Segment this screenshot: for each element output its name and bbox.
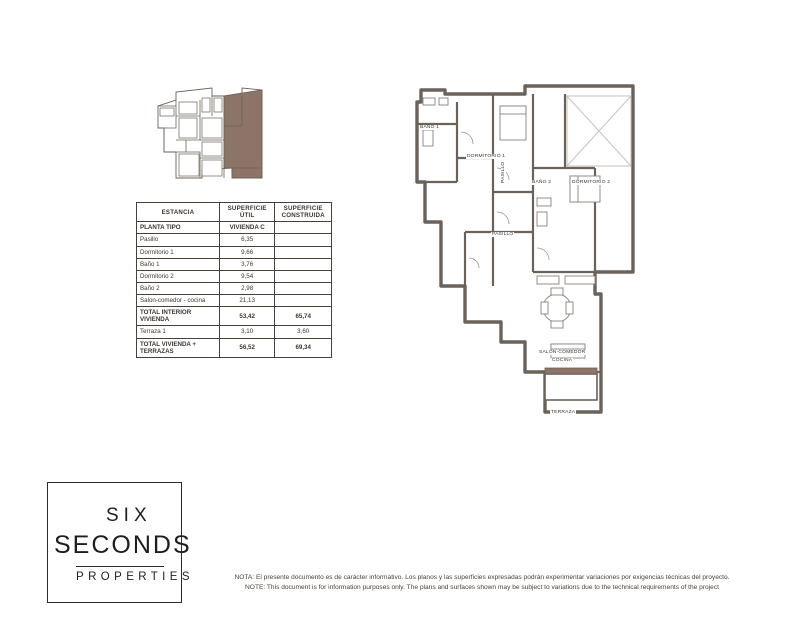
room-util: 9,66 [219, 246, 274, 258]
label-terraza: TERRAZA [551, 410, 576, 415]
table-header-row [137, 203, 332, 222]
col-util-line2: ÚTIL [239, 212, 255, 220]
main-floor-plan [405, 72, 675, 442]
table-row-total-interior [137, 307, 332, 326]
room-name: Salon-comedor - cocina [137, 295, 220, 307]
room-constr [275, 270, 332, 282]
table-row [137, 258, 332, 270]
room-util: 2,98 [219, 282, 274, 294]
label-cocina: COCINA [552, 358, 573, 363]
room-name: Dormitorio 1 [137, 246, 220, 258]
col-constr-line2: CONSTRUIDA [281, 212, 325, 220]
footer-note [202, 573, 762, 593]
room-name: Baño 1 [137, 258, 220, 270]
footer-note-es: NOTA: El presente documento es de carácter informativo. Los planos y las superficies expresadas podrán experimentar variaciones por exigencias técnicas del proyecto. [234, 574, 730, 581]
room-util: 3,76 [219, 258, 274, 270]
room-name: TOTAL INTERIOR VIVIENDA [137, 307, 220, 326]
key-plan-svg [146, 82, 276, 192]
room-util: 53,42 [219, 307, 274, 326]
label-bano2: BAÑO 2 [532, 180, 552, 185]
areas-table [136, 202, 332, 358]
room-constr [275, 258, 332, 270]
vivienda-label: VIVIENDA C [219, 222, 274, 234]
highlighted-unit [224, 90, 262, 178]
vivienda-label-empty [275, 222, 332, 234]
room-util: 56,52 [219, 338, 274, 357]
room-name: Dormitorio 2 [137, 270, 220, 282]
key-plan [146, 82, 276, 192]
label-pasillo: PASILLO [492, 232, 514, 237]
room-util: 9,54 [219, 270, 274, 282]
bedroom1-bed [500, 106, 526, 140]
table-row [137, 282, 332, 294]
label-bano1: BAÑO 1 [420, 125, 440, 130]
logo-box [47, 482, 194, 603]
room-name: Pasillo [137, 234, 220, 246]
planta-tipo-label: PLANTA TIPO [137, 222, 220, 234]
areas-table-wrapper [136, 202, 332, 358]
table-row [137, 234, 332, 246]
kitchen-counter [537, 276, 595, 284]
table-row-total-vivienda [137, 338, 332, 357]
table-row [137, 270, 332, 282]
room-name: Terraza 1 [137, 326, 220, 338]
room-constr [275, 234, 332, 246]
room-util: 21,13 [219, 295, 274, 307]
room-constr: 3,60 [275, 326, 332, 338]
room-constr: 65,74 [275, 307, 332, 326]
room-constr [275, 246, 332, 258]
logo-six: SIX [106, 505, 152, 526]
table-row [137, 295, 332, 307]
col-util-line1: SUPERFICIE [227, 205, 267, 212]
areas-table-body [137, 222, 332, 358]
table-row-planta-tipo [137, 222, 332, 234]
table-row [137, 326, 332, 338]
terrace-marker [545, 368, 597, 374]
room-util: 3,10 [219, 326, 274, 338]
room-name: Baño 2 [137, 282, 220, 294]
footer-note-en: NOTE: This document is for information purposes only. The plans and surfaces shown may be subject to variations due to the technical requirements of the project [245, 584, 719, 592]
logo-seconds: SECONDS [54, 531, 192, 559]
label-dormitorio2: DORMITORIO 2 [572, 180, 611, 185]
table-row [137, 246, 332, 258]
room-constr: 69,34 [275, 338, 332, 357]
terrace-area [545, 374, 597, 400]
room-constr [275, 295, 332, 307]
col-superficie-util [219, 203, 274, 222]
label-salon-comedor: SALON-COMEDOR [539, 350, 586, 355]
col-estancia: ESTANCIA [137, 203, 220, 222]
label-dormitorio1: DORMITORIO 1 [467, 154, 506, 159]
room-constr [275, 282, 332, 294]
logo-divider [76, 566, 164, 567]
room-name: TOTAL VIVIENDA + TERRAZAS [137, 338, 220, 357]
floor-plan-svg [405, 72, 675, 442]
label-pasillo-vertical: PASILLO [501, 161, 506, 183]
logo-properties: PROPERTIES [76, 571, 194, 583]
col-superficie-construida [275, 203, 332, 222]
room-util: 6,35 [219, 234, 274, 246]
col-constr-line1: SUPERFICIE [283, 205, 323, 212]
